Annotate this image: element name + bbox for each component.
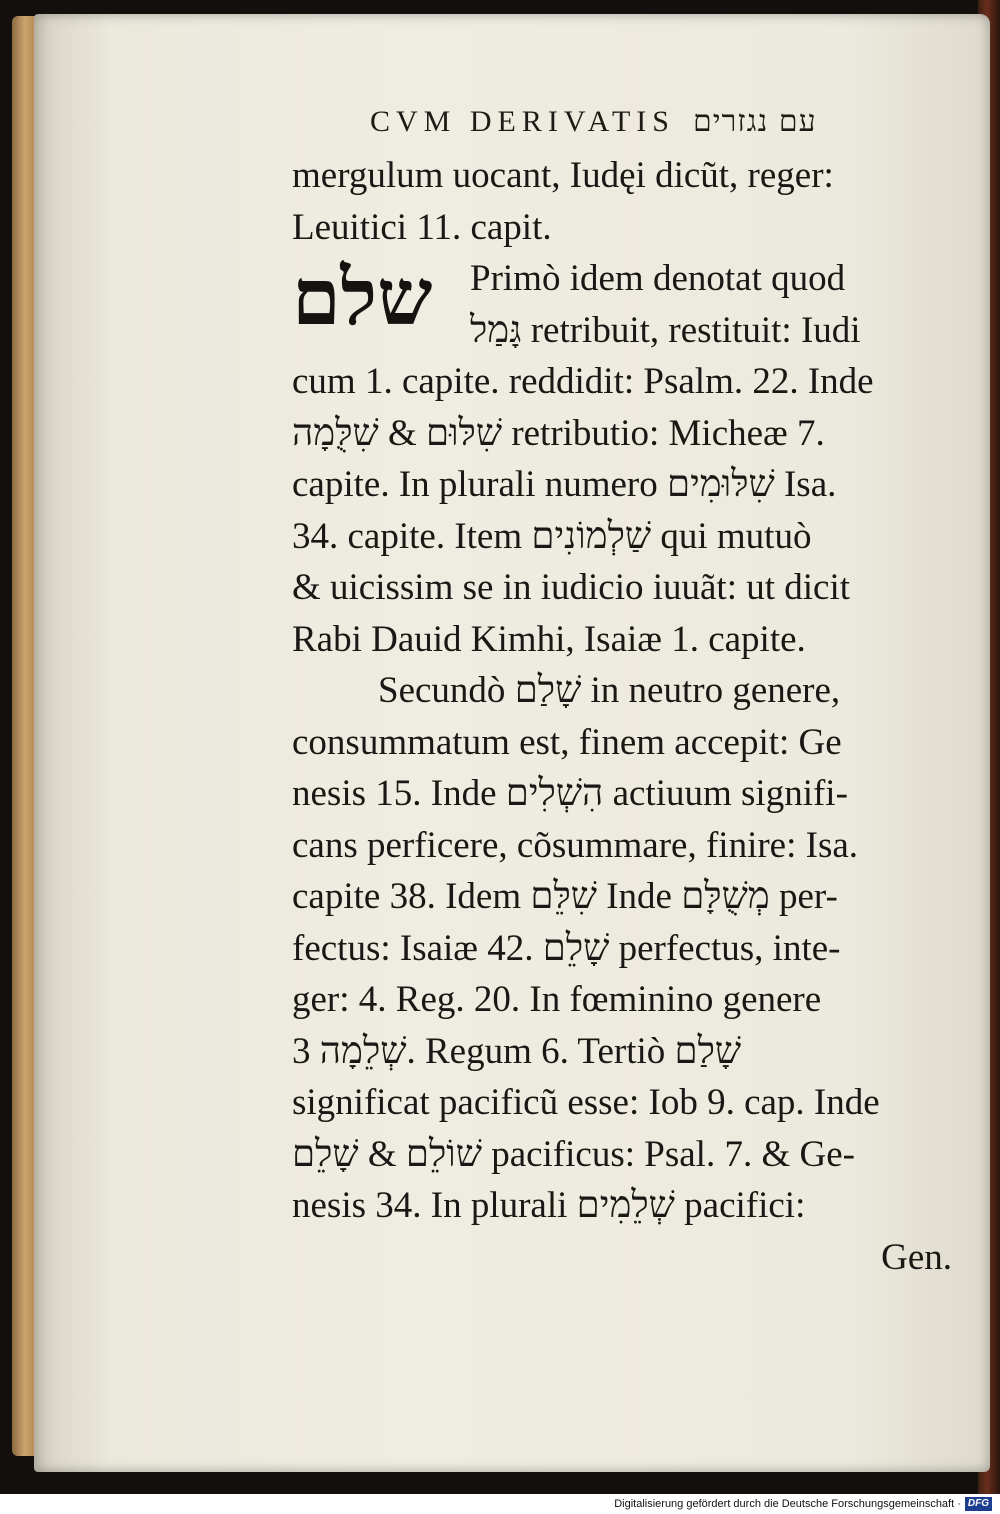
text-line: capite. In plurali numero שִׁלּוּמִים Isa. xyxy=(292,464,837,505)
text-line: Primò idem denotat quod xyxy=(470,258,846,299)
running-head xyxy=(370,104,817,139)
text-line: nesis 34. In plurali שְׁלֵמִים pacifici: xyxy=(292,1185,806,1226)
text-line: גָּמַל retribuit, restituit: Iudi xyxy=(470,309,861,351)
text-line: Rabi Dauid Kimhi, Isaiæ 1. capite. xyxy=(292,618,806,660)
digitization-footer xyxy=(0,1494,1000,1514)
catchword: Gen. xyxy=(881,1236,952,1278)
text-line: & uicissim se in iudicio iuuãt: ut dicit xyxy=(292,567,851,608)
text-line: cum 1. capite. reddidit: Psalm. 22. Inde xyxy=(292,361,874,402)
headword-hebrew: שלם xyxy=(292,252,433,343)
text-line: שׁוֹלֵם & שָׁלֵם pacificus: Psal. 7. & Ge- xyxy=(292,1133,855,1175)
text-line: ger: 4. Reg. 20. In fœminino genere xyxy=(292,979,822,1020)
text-line: significat pacificũ esse: Iob 9. cap. Inde xyxy=(292,1082,880,1123)
text-line: שְׁלֵמָה 3. Regum 6. Tertiò שָׁלַם xyxy=(292,1030,742,1072)
text-line: mergulum uocant, Iudęi dicũt, reger: xyxy=(292,155,834,196)
text-line: nesis 15. Inde הִשְׁלִים actiuum signifi- xyxy=(292,773,848,814)
paragraph-first-line: Secundò שָׁלַם in neutro genere, xyxy=(378,670,841,711)
text-line: 34. capite. Item שַׁלְמוֹנִים qui mutuò xyxy=(292,515,812,557)
text-block xyxy=(292,150,952,1283)
running-head-latin: CVM DERIVATIS xyxy=(370,105,675,138)
footer-credit: Digitalisierung gefördert durch die Deutsche Forschungsgemeinschaft · xyxy=(614,1498,961,1510)
headword-definition xyxy=(470,253,861,356)
text-line: Leuitici 11. capit. xyxy=(292,206,552,248)
text-line: fectus: Isaiæ 42. שָׁלֵם perfectus, inte- xyxy=(292,927,841,969)
text-line: cans perficere, cõsummare, finire: Isa. xyxy=(292,824,859,866)
dfg-logo: DFG xyxy=(965,1497,992,1511)
text-line: consummatum est, finem accepit: Ge xyxy=(292,721,842,763)
text-line: capite 38. Idem שִׁלֵּם Inde מְשֻׁלָּם per- xyxy=(292,876,838,917)
running-head-hebrew: עם נגזרים xyxy=(692,104,817,139)
text-line: שִׁלּוּם & שִׁלֻּמָה retributio: Micheæ 7. xyxy=(292,412,825,454)
headword-entry xyxy=(292,253,952,356)
